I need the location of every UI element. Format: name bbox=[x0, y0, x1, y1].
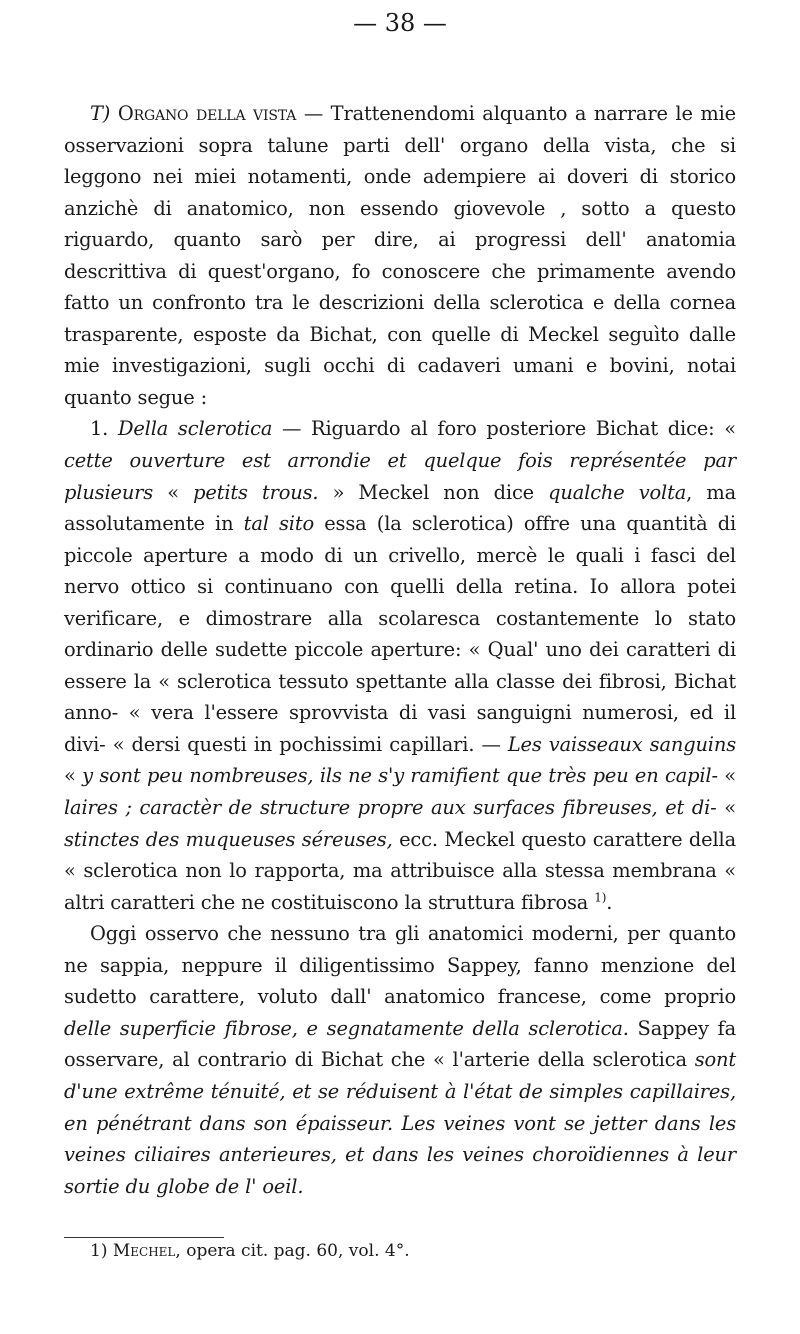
quote-run: cette ouverture est arrondie et quelque fois représentée par plusieurs bbox=[64, 449, 736, 504]
text-run: » Meckel non dice bbox=[318, 480, 549, 504]
item-title: Della sclerotica bbox=[117, 417, 273, 441]
paragraph-text: — Trattenendomi alquanto a narrare le mie osservazioni sopra talune parti dell' organo della vista, che si leggono nei miei notamenti, onde adempiere ai doveri di storico anzichè di anatomico, non essendo giovevole , sotto a questo riguardo, quanto sarò per dire, ai progressi dell' anatomia descrittiva di quest'organo, fo conoscere che primamente avendo fatto un confronto tra le descrizioni della sclerotica e della cornea trasparente, esposte da Bichat, con quelle di Meckel seguìto dalle mie investigazioni, sugli occhi di cadaveri umani e bovini, notai quanto segue : bbox=[64, 102, 737, 409]
quote-run: delle superficie fibrose, e segnatamente della sclerotica. bbox=[64, 1016, 629, 1040]
footnote bbox=[90, 1239, 730, 1263]
section-heading: Organo della vista bbox=[117, 102, 297, 125]
quote-run: sont d'une extrême ténuité, et se réduisent à l'état de simples capillaires, en pénétrant dans son épaisseur. Les veines vont se jetter dans les veines ciliaires anterieures, et dans les veines choroïdiennes à leur sortie du globe de l' oeil. bbox=[64, 1048, 736, 1198]
item-number: 1. bbox=[90, 417, 118, 441]
text-run: « bbox=[717, 764, 737, 788]
quote-run: Les vaisseaux sanguins bbox=[507, 732, 736, 756]
text-run: , ma assolutamente in bbox=[64, 480, 736, 536]
text-run: Sappey fa osservare, al contrario di Bichat che « l'arterie della sclerotica bbox=[64, 1016, 736, 1072]
paragraph-organo bbox=[64, 98, 736, 413]
text-run: « bbox=[716, 796, 737, 820]
footnote-rule bbox=[64, 1237, 224, 1238]
paragraph-sclerotica bbox=[64, 413, 736, 918]
quote-run: laires ; caractèr de structure propre aux surfaces fibreuses, et di- bbox=[64, 796, 717, 820]
quote-run: tal sito bbox=[243, 512, 315, 536]
text-run: essa (la sclerotica) offre una quantità di piccole aperture a modo di un crivello, mercè le quali i fasci del nervo ottico si continuano con quelli della retina. Io allora potei verificare, e dimostrare alla scolaresca costantemente lo stato ordinario delle sudette piccole aperture: « Qual' uno dei caratteri di essere la « sclerotica tessuto spettante alla classe dei fibrosi, Bichat anno- « vera l'essere sprovvista di vasi sanguigni numerosi, ed il divi- « dersi questi in pochissimi capillari. — bbox=[64, 512, 737, 756]
text-run: « bbox=[153, 480, 194, 504]
text-run: « bbox=[64, 764, 83, 788]
quote-run: y sont peu nombreuses, ils ne s'y ramifient que très peu en capil- bbox=[82, 764, 718, 788]
paragraph-sappey bbox=[64, 918, 736, 1202]
footnote-author: Mechel bbox=[112, 1241, 176, 1261]
section-letter: T) bbox=[90, 102, 111, 125]
text-run: . bbox=[606, 890, 613, 914]
page-number: — 38 — bbox=[353, 9, 447, 37]
footnote-text: , opera cit. pag. 60, vol. 4°. bbox=[175, 1241, 410, 1261]
footnote-ref[interactable]: 1) bbox=[594, 890, 607, 905]
body-text bbox=[64, 98, 736, 1202]
text-run: — Riguardo al foro posteriore Bichat dice: « bbox=[272, 417, 736, 441]
text-run: ecc. Meckel questo carattere della « sclerotica non lo rapporta, ma attribuisce alla stessa membrana « altri caratteri che ne costituiscono la struttura fibrosa bbox=[64, 827, 736, 914]
quote-run: qualche volta bbox=[548, 480, 687, 504]
quote-run: petits trous. bbox=[193, 480, 319, 504]
footnote-mark: 1) bbox=[90, 1241, 108, 1261]
text-run: Oggi osservo che nessuno tra gli anatomici moderni, per quanto ne sappia, neppure il diligentissimo Sappey, fanno menzione del sudetto carattere, voluto dall' anatomico francese, come proprio bbox=[64, 922, 736, 1009]
quote-run: stinctes des muqueuses séreuses, bbox=[64, 827, 393, 851]
